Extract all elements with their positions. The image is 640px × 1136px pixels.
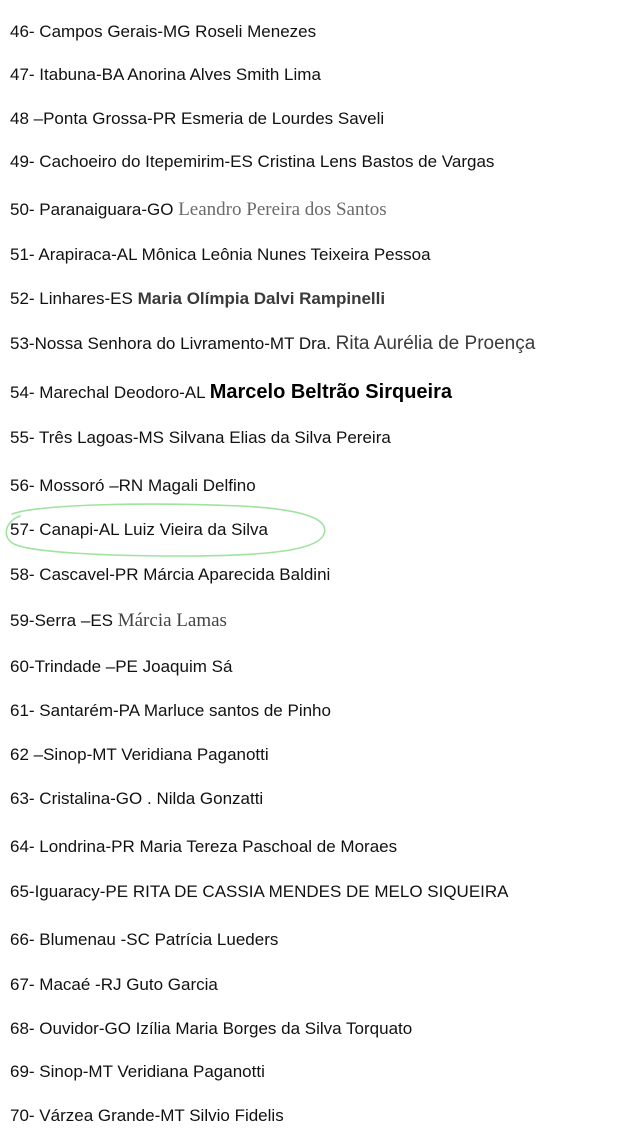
entry-prefix: 62 –Sinop-MT <box>10 745 122 764</box>
list-item <box>10 289 385 309</box>
list-item <box>10 657 232 677</box>
entry-prefix: 69- Sinop-MT <box>10 1062 118 1081</box>
list-item <box>10 1106 284 1126</box>
entry-prefix: 65-Iguaracy-PE <box>10 882 133 901</box>
entry-name: Esmeria de Lourdes Saveli <box>181 109 385 128</box>
entry-name: Mônica Leônia Nunes Teixeira Pessoa <box>141 245 431 264</box>
entry-name: Nilda Gonzatti <box>156 789 264 808</box>
entry-prefix: 59-Serra –ES <box>10 611 118 630</box>
list-item <box>10 745 269 765</box>
entry-prefix: 67- Macaé -RJ <box>10 975 127 994</box>
entry-name: Silvana Elias da Silva Pereira <box>168 428 391 447</box>
list-item <box>10 245 431 265</box>
entry-prefix: 56- Mossoró –RN <box>10 476 148 495</box>
entry-prefix: 63- Cristalina-GO . <box>10 789 157 808</box>
entry-prefix: 55- Três Lagoas-MS <box>10 428 169 447</box>
list-item <box>10 152 494 172</box>
list-item <box>10 65 321 85</box>
entry-prefix: 51- Arapiraca-AL <box>10 245 142 264</box>
entry-prefix: 54- Marechal Deodoro-AL <box>10 383 210 402</box>
entry-name: Marluce santos de Pinho <box>143 701 331 720</box>
entry-name: Maria Tereza Paschoal de Moraes <box>139 837 398 856</box>
entry-prefix: 57- Canapi-AL <box>10 520 124 539</box>
list-item <box>10 611 227 631</box>
entry-name: Joaquim Sá <box>142 657 233 676</box>
list-item <box>10 565 330 585</box>
list-item <box>10 789 263 809</box>
entry-name: Luiz Vieira da Silva <box>123 520 268 539</box>
entry-name: Silvio Fidelis <box>189 1106 284 1125</box>
entry-name: RITA DE CASSIA MENDES DE MELO SIQUEIRA <box>132 882 509 901</box>
list-item-highlighted <box>10 520 268 540</box>
list-item <box>10 382 452 403</box>
entry-name: Magali Delfino <box>147 476 256 495</box>
entry-prefix: 60-Trindade –PE <box>10 657 143 676</box>
entry-prefix: 70- Várzea Grande-MT <box>10 1106 190 1125</box>
entry-prefix: 58- Cascavel-PR <box>10 565 144 584</box>
entry-prefix: 49- Cachoeiro do Itepemirim-ES <box>10 152 258 171</box>
entry-name: Cristina Lens Bastos de Vargas <box>257 152 495 171</box>
list-item <box>10 837 397 857</box>
list-item <box>10 882 509 902</box>
entry-prefix: 64- Londrina-PR <box>10 837 140 856</box>
list-item <box>10 200 387 220</box>
entry-name: Rita Aurélia de Proença <box>335 333 536 354</box>
list-item <box>10 22 316 42</box>
entry-name: Roseli Menezes <box>195 22 317 41</box>
entry-prefix: 50- Paranaiguara-GO <box>10 200 179 219</box>
entry-prefix: 46- Campos Gerais-MG <box>10 22 196 41</box>
list-item <box>10 109 384 129</box>
entry-name: Márcia Aparecida Baldini <box>143 565 331 584</box>
entry-prefix: 68- Ouvidor-GO <box>10 1019 136 1038</box>
entry-name: Veridiana Paganotti <box>117 1062 265 1081</box>
list-item <box>10 975 218 995</box>
entry-prefix: 47- Itabuna-BA <box>10 65 128 84</box>
list-item <box>10 930 278 950</box>
entry-prefix: 52- Linhares-ES <box>10 289 138 308</box>
entry-name: Leandro Pereira dos Santos <box>178 199 387 220</box>
list-item <box>10 476 256 496</box>
entry-prefix: 53-Nossa Senhora do Livramento-MT Dra. <box>10 334 336 353</box>
entry-prefix: 61- Santarém-PA <box>10 701 144 720</box>
entry-name: Anorina Alves Smith Lima <box>127 65 321 84</box>
list-item <box>10 334 535 354</box>
list-item <box>10 1019 412 1039</box>
entry-name: Maria Olímpia Dalvi Rampinelli <box>137 289 386 308</box>
list-item <box>10 428 391 448</box>
entry-name: Veridiana Paganotti <box>121 745 269 764</box>
entry-name: Marcelo Beltrão Sirqueira <box>209 381 453 403</box>
entry-name: Guto Garcia <box>126 975 218 994</box>
entry-prefix: 66- Blumenau -SC <box>10 930 155 949</box>
list-item <box>10 701 331 721</box>
entry-prefix: 48 –Ponta Grossa-PR <box>10 109 182 128</box>
entry-name: Izília Maria Borges da Silva Torquato <box>135 1019 413 1038</box>
entry-name: Patrícia Lueders <box>154 930 279 949</box>
entry-name: Márcia Lamas <box>117 610 227 631</box>
list-item <box>10 1062 265 1082</box>
